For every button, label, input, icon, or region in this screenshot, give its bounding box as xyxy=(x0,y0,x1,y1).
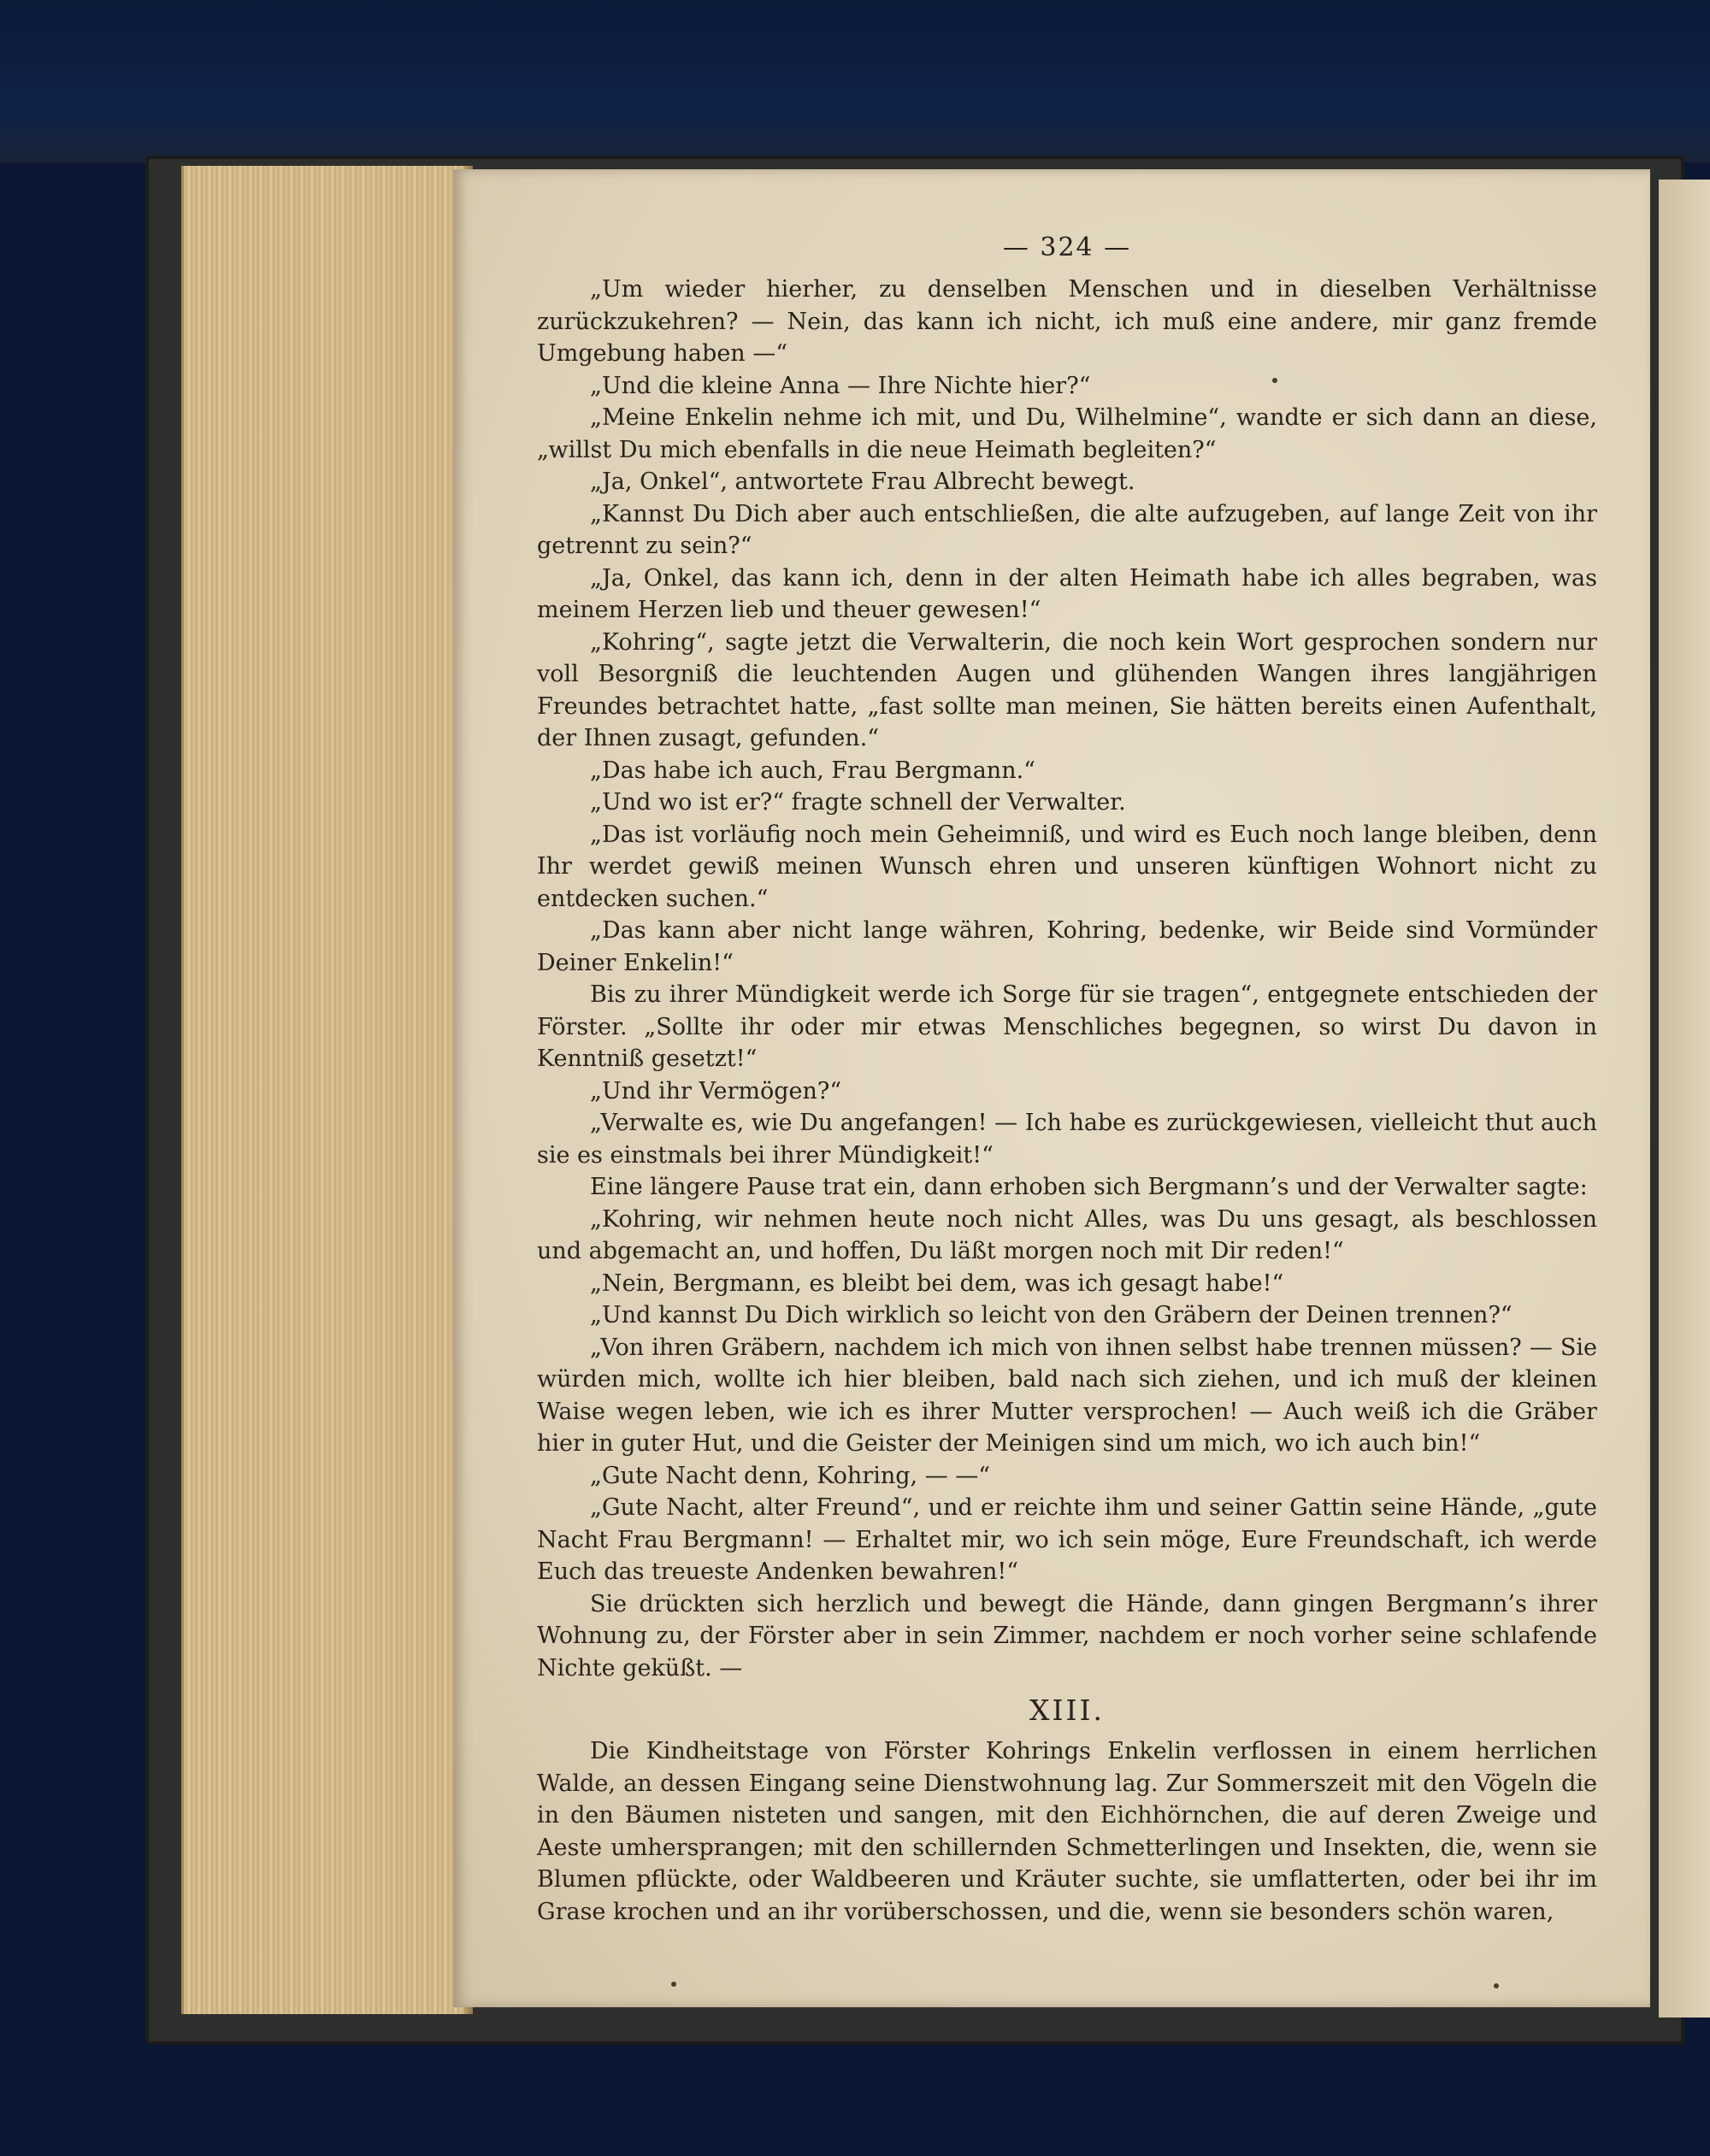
paragraph: „Kannst Du Dich aber auch entschließen, die alte aufzugeben, auf lange Zeit von ihr getrennt zu sein?“ xyxy=(537,500,1597,559)
paragraph: „Das habe ich auch, Frau Bergmann.“ xyxy=(590,757,1035,784)
paragraph: „Meine Enkelin nehme ich mit, und Du, Wilhelmine“, wandte er sich dann an diese, „willst Du mich ebenfalls in die neue Heimath begleiten?“ xyxy=(537,404,1597,463)
chapter-paragraph: Die Kindheitstage von Förster Kohrings Enkelin verflossen in einem herrlichen Walde, an dessen Eingang seine Dienstwohnung lag. Zur Sommerszeit mit den Vögeln die in den Bäumen nisteten und sangen, mit den Eichhörnchen, die auf deren Zweige und Aeste umhersprangen; mit den schillernden Schmetterlingen und Insekten, die, wenn sie Blumen pflückte, oder Waldbeeren und Kräuter suchte, sie umflatterten, oder bei ihr im Grase krochen und an ihr vorüberschossen, und die, wenn sie besonders schön waren, xyxy=(537,1738,1597,1925)
paragraph: „Und ihr Vermögen?“ xyxy=(590,1077,842,1105)
paragraph: Sie drückten sich herzlich und bewegt die Hände, dann gingen Bergmann’s ihrer Wohnung zu, der Förster aber in sein Zimmer, nachdem er noch vorher seine schlafende Nichte geküßt. — xyxy=(537,1590,1597,1682)
paragraph: „Und die kleine Anna — Ihre Nichte hier?“ xyxy=(590,372,1091,399)
paragraph: „Das ist vorläufig noch mein Geheimniß, und wird es Euch noch lange bleiben, denn Ihr werdet gewiß meinen Wunsch ehren und unseren künftigen Wohnort nicht zu entdecken suchen.“ xyxy=(537,821,1597,912)
paragraph: „Und wo ist er?“ fragte schnell der Verwalter. xyxy=(590,789,1126,816)
paragraph: Bis zu ihrer Mündigkeit werde ich Sorge für sie tragen“, entgegnete entschieden der Förster. „Sollte ihr oder mir etwas Menschliches begegnen, so wirst Du davon in Kenntniß gesetzt!“ xyxy=(537,981,1597,1072)
paragraph: „Das kann aber nicht lange währen, Kohring, bedenke, wir Beide sind Vormünder Deiner Enkelin!“ xyxy=(537,917,1597,976)
paragraph: „Um wieder hierher, zu denselben Menschen und in dieselben Verhältnisse zurückzukehren? — Nein, das kann ich nicht, ich muß eine andere, mir ganz fremde Umgebung haben —“ xyxy=(537,276,1597,367)
paper-speck xyxy=(671,1982,676,1987)
paragraph: „Kohring, wir nehmen heute noch nicht Alles, was Du uns gesagt, als beschlossen und abgemacht an, und hoffen, Du läßt morgen noch mit Dir reden!“ xyxy=(537,1205,1597,1264)
paragraph: „Gute Nacht denn, Kohring, — —“ xyxy=(590,1462,991,1489)
paragraph: „Ja, Onkel, das kann ich, denn in der alten Heimath habe ich alles begraben, was meinem Herzen lieb und theuer gewesen!“ xyxy=(537,564,1597,623)
paragraph: Eine längere Pause trat ein, dann erhoben sich Bergmann’s und der Verwalter sagte: xyxy=(590,1174,1588,1200)
paragraph: „Verwalte es, wie Du angefangen! — Ich habe es zurückgewiesen, vielleicht thut auch sie es einstmals bei ihrer Mündigkeit!“ xyxy=(537,1110,1597,1169)
background xyxy=(0,0,1710,162)
page-number: — 324 — xyxy=(1002,233,1132,262)
paper-speck xyxy=(1272,378,1277,383)
paragraph: „Nein, Bergmann, es bleibt bei dem, was ich gesagt habe!“ xyxy=(590,1269,1284,1297)
paragraph: „Und kannst Du Dich wirklich so leicht von den Gräbern der Deinen trennen?“ xyxy=(590,1302,1512,1328)
page-edges xyxy=(181,166,466,2014)
page-text xyxy=(537,231,1597,1928)
paper-speck xyxy=(1494,1983,1499,1988)
paragraph: „Von ihren Gräbern, nachdem ich mich von ihnen selbst habe trennen müssen? — Sie würden mich, wollte ich hier bleiben, bald nach sich ziehen, und ich muß der kleinen Waise wegen leben, wie ich es ihrer Mutter versprochen! — Auch weiß ich die Gräber hier in guter Hut, und die Geister der Meinigen sind um mich, wo ich auch bin!“ xyxy=(537,1334,1597,1457)
paragraph: „Gute Nacht, alter Freund“, und er reichte ihm und seiner Gattin seine Hände, „gute Nacht Frau Bergmann! — Erhaltet mir, wo ich sein möge, Eure Freundschaft, ich werde Euch das treueste Andenken bewahren!“ xyxy=(537,1494,1597,1585)
facing-page-edge xyxy=(1659,180,1710,2018)
paragraph: „Kohring“, sagte jetzt die Verwalterin, die noch kein Wort gesprochen sondern nur voll Besorgniß die leuchtenden Augen und glühenden Wangen ihres langjährigen Freundes betrachtet hatte, „fast sollte man meinen, Sie hätten bereits einen Aufenthalt, der Ihnen zusagt, gefunden.“ xyxy=(537,628,1597,751)
chapter-heading: XIII. xyxy=(1029,1694,1106,1727)
paragraph: „Ja, Onkel“, antwortete Frau Albrecht bewegt. xyxy=(590,468,1135,495)
